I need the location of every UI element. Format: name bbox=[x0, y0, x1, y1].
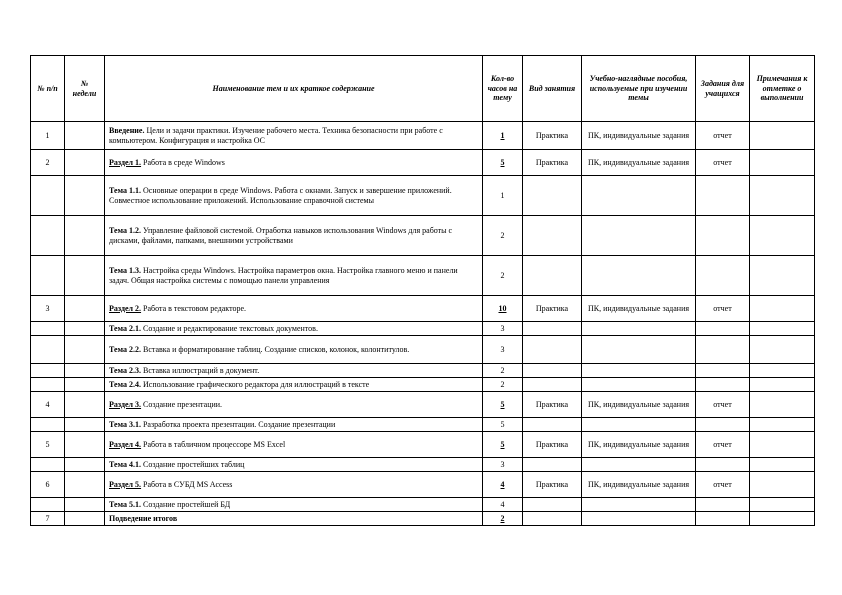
lesson-number bbox=[65, 498, 105, 512]
lesson-type bbox=[523, 336, 582, 364]
topic-text: Работа в текстовом редакторе. bbox=[141, 303, 247, 313]
task-cell: отчет bbox=[696, 432, 750, 458]
hours-cell: 1 bbox=[483, 176, 523, 216]
table-row bbox=[31, 322, 815, 336]
table-row bbox=[31, 472, 815, 498]
topic-cell bbox=[105, 364, 483, 378]
hours-cell: 4 bbox=[483, 472, 523, 498]
header-no: № п/п bbox=[31, 56, 65, 122]
header-topic: Наименование тем и их краткое содержание bbox=[105, 56, 483, 122]
notes-cell bbox=[750, 216, 815, 256]
row-number bbox=[31, 256, 65, 296]
row-number: 5 bbox=[31, 432, 65, 458]
notes-cell bbox=[750, 392, 815, 418]
topic-label: Раздел 4. bbox=[109, 439, 142, 449]
materials-cell bbox=[582, 418, 696, 432]
row-number bbox=[31, 322, 65, 336]
row-number: 2 bbox=[31, 150, 65, 176]
notes-cell bbox=[750, 336, 815, 364]
materials-cell bbox=[582, 458, 696, 472]
topic-cell bbox=[105, 322, 483, 336]
lesson-number bbox=[65, 256, 105, 296]
topic-text: Вставка иллюстраций в документ. bbox=[140, 365, 260, 375]
topic-text: Настройка среды Windows. Настройка параметров окна. Настройка главного меню и панели задач. Общая настройка системы с помощью панели управления bbox=[109, 266, 458, 285]
table-row bbox=[31, 122, 815, 150]
topic-cell bbox=[105, 392, 483, 418]
topic-label: Тема 4.1. bbox=[109, 459, 141, 469]
header-type: Вид занятия bbox=[523, 56, 582, 122]
topic-cell bbox=[105, 176, 483, 216]
topic-cell bbox=[105, 472, 483, 498]
row-number: 6 bbox=[31, 472, 65, 498]
topic-text: Создание презентации. bbox=[141, 399, 223, 409]
materials-cell bbox=[582, 176, 696, 216]
task-cell bbox=[696, 176, 750, 216]
table-row bbox=[31, 150, 815, 176]
notes-cell bbox=[750, 458, 815, 472]
task-cell: отчет bbox=[696, 296, 750, 322]
notes-cell bbox=[750, 176, 815, 216]
topic-label: Раздел 1. bbox=[109, 157, 142, 167]
task-cell: отчет bbox=[696, 392, 750, 418]
topic-label: Тема 2.1. bbox=[109, 323, 141, 333]
topic-cell bbox=[105, 458, 483, 472]
hours-cell: 5 bbox=[483, 392, 523, 418]
lesson-number bbox=[65, 216, 105, 256]
materials-cell bbox=[582, 322, 696, 336]
hours-cell: 4 bbox=[483, 498, 523, 512]
hours-cell: 2 bbox=[483, 364, 523, 378]
notes-cell bbox=[750, 122, 815, 150]
topic-label: Тема 2.3. bbox=[109, 365, 141, 375]
task-cell bbox=[696, 498, 750, 512]
row-number bbox=[31, 216, 65, 256]
task-cell: отчет bbox=[696, 122, 750, 150]
lesson-type: Практика bbox=[523, 472, 582, 498]
hours-cell: 2 bbox=[483, 256, 523, 296]
topic-label: Тема 1.2. bbox=[109, 226, 141, 236]
row-number: 7 bbox=[31, 512, 65, 526]
lesson-number bbox=[65, 150, 105, 176]
row-number bbox=[31, 336, 65, 364]
topic-text: Разработка проекта презентации. Создание презентации bbox=[140, 419, 336, 429]
lesson-type: Практика bbox=[523, 122, 582, 150]
materials-cell bbox=[582, 216, 696, 256]
task-cell: отчет bbox=[696, 150, 750, 176]
topic-label: Тема 1.1. bbox=[109, 186, 141, 196]
notes-cell bbox=[750, 472, 815, 498]
hours-cell: 2 bbox=[483, 216, 523, 256]
row-number bbox=[31, 378, 65, 392]
notes-cell bbox=[750, 256, 815, 296]
topic-label: Тема 2.2. bbox=[109, 344, 141, 354]
lesson-type bbox=[523, 322, 582, 336]
topic-text: Создание простейшей БД bbox=[140, 499, 231, 509]
topic-text: Основные операции в среде Windows. Работа с окнами. Запуск и завершение приложений. Совместное использование приложений. Использование справочной системы bbox=[109, 186, 452, 205]
table-row bbox=[31, 498, 815, 512]
lesson-type: Практика bbox=[523, 296, 582, 322]
lesson-type: Практика bbox=[523, 392, 582, 418]
topic-cell bbox=[105, 378, 483, 392]
hours-cell: 5 bbox=[483, 432, 523, 458]
lesson-type bbox=[523, 458, 582, 472]
hours-cell: 3 bbox=[483, 458, 523, 472]
hours-cell: 3 bbox=[483, 336, 523, 364]
table-row bbox=[31, 296, 815, 322]
lesson-number bbox=[65, 392, 105, 418]
topic-text: Использование графического редактора для иллюстраций в тексте bbox=[140, 379, 370, 389]
materials-cell: ПК, индивидуальные задания bbox=[582, 150, 696, 176]
lesson-number bbox=[65, 512, 105, 526]
topic-text: Управление файловой системой. Отработка навыков использования Windows для работы с дисками, файлами, папками, внешними устройствами bbox=[109, 226, 453, 245]
topic-text: Работа в среде Windows bbox=[141, 157, 225, 167]
notes-cell bbox=[750, 432, 815, 458]
table-row bbox=[31, 392, 815, 418]
row-number bbox=[31, 364, 65, 378]
materials-cell: ПК, индивидуальные задания bbox=[582, 296, 696, 322]
topic-text: Работа в табличном процессоре MS Excel bbox=[141, 439, 286, 449]
notes-cell bbox=[750, 378, 815, 392]
materials-cell: ПК, индивидуальные задания bbox=[582, 432, 696, 458]
table-header-row bbox=[31, 56, 815, 122]
header-materials: Учебно-наглядные пособия, используемые при изучении темы bbox=[582, 56, 696, 122]
practice-plan-table bbox=[30, 55, 815, 526]
task-cell: отчет bbox=[696, 472, 750, 498]
notes-cell bbox=[750, 150, 815, 176]
task-cell bbox=[696, 336, 750, 364]
lesson-number bbox=[65, 122, 105, 150]
topic-label: Тема 1.3. bbox=[109, 266, 141, 276]
topic-cell bbox=[105, 296, 483, 322]
topic-label: Тема 5.1. bbox=[109, 499, 141, 509]
task-cell bbox=[696, 364, 750, 378]
task-cell bbox=[696, 378, 750, 392]
table-row bbox=[31, 458, 815, 472]
lesson-number bbox=[65, 432, 105, 458]
topic-label: Подведение итогов bbox=[109, 513, 178, 523]
row-number bbox=[31, 418, 65, 432]
hours-cell: 3 bbox=[483, 322, 523, 336]
row-number bbox=[31, 458, 65, 472]
task-cell bbox=[696, 418, 750, 432]
row-number bbox=[31, 176, 65, 216]
lesson-number bbox=[65, 458, 105, 472]
lesson-type bbox=[523, 498, 582, 512]
materials-cell bbox=[582, 364, 696, 378]
row-number: 4 bbox=[31, 392, 65, 418]
lesson-type bbox=[523, 418, 582, 432]
header-lesson-no: № недели bbox=[65, 56, 105, 122]
task-cell bbox=[696, 512, 750, 526]
topic-text: Создание простейших таблиц bbox=[140, 459, 245, 469]
notes-cell bbox=[750, 512, 815, 526]
topic-cell bbox=[105, 122, 483, 150]
notes-cell bbox=[750, 498, 815, 512]
topic-cell bbox=[105, 150, 483, 176]
materials-cell bbox=[582, 498, 696, 512]
topic-cell bbox=[105, 216, 483, 256]
materials-cell: ПК, индивидуальные задания bbox=[582, 472, 696, 498]
topic-cell bbox=[105, 418, 483, 432]
table-row bbox=[31, 378, 815, 392]
topic-cell bbox=[105, 512, 483, 526]
table-row bbox=[31, 364, 815, 378]
hours-cell: 2 bbox=[483, 512, 523, 526]
table-row bbox=[31, 432, 815, 458]
row-number: 1 bbox=[31, 122, 65, 150]
lesson-number bbox=[65, 472, 105, 498]
lesson-number bbox=[65, 296, 105, 322]
notes-cell bbox=[750, 322, 815, 336]
hours-cell: 5 bbox=[483, 418, 523, 432]
topic-label: Раздел 5. bbox=[109, 479, 142, 489]
materials-cell bbox=[582, 378, 696, 392]
topic-label: Раздел 2. bbox=[109, 303, 142, 313]
lesson-type: Практика bbox=[523, 432, 582, 458]
header-hours: Кол-во часов на тему bbox=[483, 56, 523, 122]
hours-cell: 5 bbox=[483, 150, 523, 176]
topic-text: Цели и задачи практики. Изучение рабочего места. Техника безопасности при работе с компьютером. Конфигурация и настройка ОС bbox=[109, 126, 443, 145]
table-row bbox=[31, 512, 815, 526]
materials-cell: ПК, индивидуальные задания bbox=[582, 392, 696, 418]
lesson-type bbox=[523, 364, 582, 378]
lesson-number bbox=[65, 378, 105, 392]
lesson-number bbox=[65, 336, 105, 364]
notes-cell bbox=[750, 296, 815, 322]
task-cell bbox=[696, 322, 750, 336]
topic-label: Введение. bbox=[109, 126, 145, 136]
notes-cell bbox=[750, 418, 815, 432]
table-row bbox=[31, 176, 815, 216]
lesson-number bbox=[65, 364, 105, 378]
row-number: 3 bbox=[31, 296, 65, 322]
materials-cell: ПК, индивидуальные задания bbox=[582, 122, 696, 150]
topic-text: Работа в СУБД MS Access bbox=[141, 479, 233, 489]
lesson-type bbox=[523, 378, 582, 392]
topic-cell bbox=[105, 498, 483, 512]
topic-cell bbox=[105, 256, 483, 296]
table-row bbox=[31, 336, 815, 364]
task-cell bbox=[696, 216, 750, 256]
hours-cell: 1 bbox=[483, 122, 523, 150]
notes-cell bbox=[750, 364, 815, 378]
table-row bbox=[31, 418, 815, 432]
hours-cell: 2 bbox=[483, 378, 523, 392]
table-row bbox=[31, 256, 815, 296]
task-cell bbox=[696, 458, 750, 472]
lesson-type bbox=[523, 512, 582, 526]
materials-cell bbox=[582, 336, 696, 364]
topic-text: Создание и редактирование текстовых документов. bbox=[140, 323, 318, 333]
task-cell bbox=[696, 256, 750, 296]
materials-cell bbox=[582, 512, 696, 526]
topic-label: Тема 2.4. bbox=[109, 379, 141, 389]
row-number bbox=[31, 498, 65, 512]
topic-cell bbox=[105, 336, 483, 364]
topic-label: Тема 3.1. bbox=[109, 419, 141, 429]
header-task: Задания для учащихся bbox=[696, 56, 750, 122]
lesson-number bbox=[65, 322, 105, 336]
topic-label: Раздел 3. bbox=[109, 399, 142, 409]
hours-cell: 10 bbox=[483, 296, 523, 322]
materials-cell bbox=[582, 256, 696, 296]
table-row bbox=[31, 216, 815, 256]
lesson-number bbox=[65, 176, 105, 216]
lesson-type: Практика bbox=[523, 150, 582, 176]
topic-cell bbox=[105, 432, 483, 458]
lesson-number bbox=[65, 418, 105, 432]
lesson-type bbox=[523, 176, 582, 216]
topic-text: Вставка и форматирование таблиц. Создание списков, колонок, колонтитулов. bbox=[140, 344, 410, 354]
header-notes: Примечания к отметке о выполнении bbox=[750, 56, 815, 122]
lesson-type bbox=[523, 256, 582, 296]
lesson-type bbox=[523, 216, 582, 256]
